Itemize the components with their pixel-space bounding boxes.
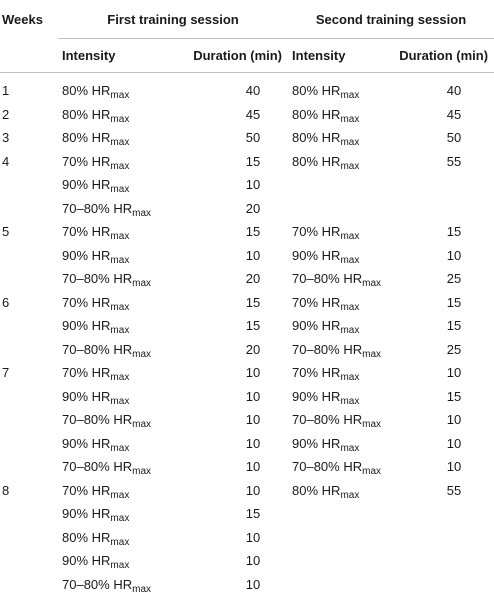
table-row [0, 314, 494, 338]
hr-max-subscript: max [110, 443, 129, 454]
week-cell [0, 150, 58, 174]
intensity-cell-2 [288, 526, 396, 550]
duration-cell-1 [168, 173, 288, 197]
hr-max-subscript: max [110, 90, 129, 101]
duration-cell-2-text: 55 [447, 483, 461, 498]
hr-max-subscript: max [340, 137, 359, 148]
duration-cell-2 [396, 432, 494, 456]
hr-max-subscript: max [110, 513, 129, 524]
table-row [0, 150, 494, 174]
duration-cell-2 [396, 197, 494, 221]
intensity-cell-2 [288, 126, 396, 150]
duration-cell-2 [396, 361, 494, 385]
intensity-cell-2 [288, 150, 396, 174]
hr-max-subscript: max [110, 255, 129, 266]
week-cell [0, 361, 58, 385]
duration-cell-1-text: 10 [246, 248, 260, 263]
week-cell-text: 1 [2, 83, 9, 98]
table-row [0, 173, 494, 197]
duration-cell-2-text: 15 [447, 389, 461, 404]
duration-cell-2 [396, 526, 494, 550]
hr-max-subscript: max [340, 161, 359, 172]
hr-max-subscript: max [110, 537, 129, 548]
week-cell [0, 103, 58, 127]
duration-cell-1 [168, 432, 288, 456]
duration-cell-1-text: 10 [246, 177, 260, 192]
intensity-cell-2-text: 80% HR [292, 107, 340, 122]
intensity-cell-1-text: 90% HR [62, 553, 110, 568]
duration-cell-2 [396, 314, 494, 338]
intensity-cell-1-text: 70% HR [62, 295, 110, 310]
intensity-cell-2 [288, 173, 396, 197]
hr-max-subscript: max [110, 560, 129, 571]
week-cell [0, 220, 58, 244]
intensity-cell-1 [58, 220, 168, 244]
duration-cell-1 [168, 197, 288, 221]
table-body [0, 73, 494, 596]
hr-max-subscript: max [110, 137, 129, 148]
duration-cell-1 [168, 150, 288, 174]
duration-cell-2 [396, 479, 494, 503]
table-row [0, 244, 494, 268]
duration-cell-2 [396, 103, 494, 127]
intensity-cell-2-text: 70% HR [292, 224, 340, 239]
duration-cell-1-text: 10 [246, 553, 260, 568]
intensity-cell-1 [58, 338, 168, 362]
intensity-cell-2 [288, 479, 396, 503]
intensity-cell-1-text: 80% HR [62, 83, 110, 98]
intensity-cell-1 [58, 479, 168, 503]
week-cell-text: 8 [2, 483, 9, 498]
intensity-cell-2-text: 90% HR [292, 318, 340, 333]
intensity-cell-2-text: 90% HR [292, 248, 340, 263]
intensity-cell-1-text: 90% HR [62, 318, 110, 333]
table-row [0, 549, 494, 573]
duration-cell-1-text: 10 [246, 459, 260, 474]
duration-cell-1 [168, 267, 288, 291]
intensity-cell-1 [58, 526, 168, 550]
duration-cell-1-text: 10 [246, 389, 260, 404]
duration-cell-1 [168, 314, 288, 338]
intensity-cell-2 [288, 197, 396, 221]
duration-cell-1-text: 10 [246, 365, 260, 380]
intensity-cell-2-text: 80% HR [292, 154, 340, 169]
table-row [0, 361, 494, 385]
duration-cell-1-text: 10 [246, 530, 260, 545]
table-row [0, 385, 494, 409]
duration-cell-2 [396, 150, 494, 174]
duration-cell-2 [396, 220, 494, 244]
duration-cell-1-text: 15 [246, 295, 260, 310]
week-cell-text: 5 [2, 224, 9, 239]
week-cell-text: 3 [2, 130, 9, 145]
intensity-cell-1 [58, 126, 168, 150]
hr-max-subscript: max [340, 396, 359, 407]
duration-cell-2-text: 10 [447, 365, 461, 380]
table-row [0, 408, 494, 432]
intensity-cell-2-text: 70–80% HR [292, 342, 362, 357]
hr-max-subscript: max [132, 584, 151, 595]
duration-cell-2 [396, 73, 494, 103]
week-cell [0, 244, 58, 268]
week-cell [0, 479, 58, 503]
intensity-cell-1 [58, 361, 168, 385]
intensity-cell-2 [288, 220, 396, 244]
intensity-cell-1-text: 70% HR [62, 365, 110, 380]
hr-max-subscript: max [340, 443, 359, 454]
duration-cell-2 [396, 408, 494, 432]
duration-cell-1 [168, 361, 288, 385]
intensity-cell-1-text: 70–80% HR [62, 342, 132, 357]
intensity-cell-1-text: 70% HR [62, 224, 110, 239]
weeks-spacer [0, 39, 58, 73]
duration-cell-1-text: 40 [246, 83, 260, 98]
week-cell [0, 267, 58, 291]
intensity-header-2: Intensity [288, 39, 396, 73]
duration-cell-2-text: 10 [447, 412, 461, 427]
duration-cell-2 [396, 549, 494, 573]
duration-cell-1 [168, 103, 288, 127]
table-row [0, 502, 494, 526]
intensity-cell-1 [58, 502, 168, 526]
intensity-cell-1-text: 70–80% HR [62, 412, 132, 427]
hr-max-subscript: max [340, 372, 359, 383]
hr-max-subscript: max [110, 372, 129, 383]
table-row [0, 73, 494, 103]
table-row [0, 479, 494, 503]
duration-cell-1 [168, 220, 288, 244]
duration-cell-1-text: 50 [246, 130, 260, 145]
intensity-cell-1 [58, 455, 168, 479]
duration-header-2: Duration (min) [396, 39, 494, 73]
duration-cell-2-text: 55 [447, 154, 461, 169]
intensity-cell-1-text: 90% HR [62, 177, 110, 192]
week-cell [0, 502, 58, 526]
duration-cell-2 [396, 173, 494, 197]
table-row [0, 573, 494, 596]
hr-max-subscript: max [362, 349, 381, 360]
week-cell [0, 549, 58, 573]
intensity-cell-1-text: 70–80% HR [62, 577, 132, 592]
week-cell-text: 6 [2, 295, 9, 310]
intensity-cell-2 [288, 573, 396, 596]
intensity-cell-1 [58, 150, 168, 174]
table-row [0, 126, 494, 150]
hr-max-subscript: max [110, 325, 129, 336]
week-cell [0, 197, 58, 221]
week-cell [0, 314, 58, 338]
duration-cell-1-text: 45 [246, 107, 260, 122]
intensity-cell-1 [58, 432, 168, 456]
duration-cell-1-text: 15 [246, 318, 260, 333]
duration-cell-2-text: 10 [447, 248, 461, 263]
duration-cell-2-text: 25 [447, 342, 461, 357]
hr-max-subscript: max [362, 419, 381, 430]
intensity-cell-2 [288, 455, 396, 479]
intensity-cell-1-text: 90% HR [62, 248, 110, 263]
duration-cell-1 [168, 73, 288, 103]
intensity-cell-2-text: 70% HR [292, 295, 340, 310]
intensity-header-1: Intensity [58, 39, 168, 73]
hr-max-subscript: max [110, 231, 129, 242]
duration-cell-1-text: 10 [246, 483, 260, 498]
hr-max-subscript: max [110, 490, 129, 501]
duration-cell-1-text: 10 [246, 577, 260, 592]
table-row [0, 220, 494, 244]
week-cell [0, 385, 58, 409]
intensity-cell-1 [58, 549, 168, 573]
hr-max-subscript: max [340, 490, 359, 501]
duration-cell-1 [168, 244, 288, 268]
header-group-row [0, 0, 494, 39]
hr-max-subscript: max [110, 161, 129, 172]
intensity-cell-2-text: 70–80% HR [292, 271, 362, 286]
hr-max-subscript: max [340, 90, 359, 101]
duration-cell-1 [168, 338, 288, 362]
intensity-cell-1 [58, 291, 168, 315]
duration-cell-2 [396, 573, 494, 596]
duration-cell-2 [396, 267, 494, 291]
intensity-cell-2 [288, 73, 396, 103]
week-cell [0, 173, 58, 197]
week-cell-text: 2 [2, 107, 9, 122]
duration-cell-1 [168, 408, 288, 432]
intensity-cell-2 [288, 408, 396, 432]
intensity-cell-1-text: 80% HR [62, 107, 110, 122]
intensity-cell-1-text: 70–80% HR [62, 201, 132, 216]
intensity-cell-1-text: 90% HR [62, 506, 110, 521]
duration-cell-1-text: 10 [246, 436, 260, 451]
intensity-cell-1 [58, 408, 168, 432]
duration-cell-1-text: 10 [246, 412, 260, 427]
duration-header-1: Duration (min) [168, 39, 288, 73]
hr-max-subscript: max [362, 278, 381, 289]
hr-max-subscript: max [132, 208, 151, 219]
hr-max-subscript: max [340, 255, 359, 266]
intensity-cell-2 [288, 291, 396, 315]
intensity-cell-2-text: 80% HR [292, 83, 340, 98]
hr-max-subscript: max [110, 396, 129, 407]
header-sub-row [0, 39, 494, 73]
intensity-cell-1-text: 80% HR [62, 130, 110, 145]
table-row [0, 526, 494, 550]
duration-cell-1-text: 15 [246, 224, 260, 239]
duration-cell-2-text: 25 [447, 271, 461, 286]
second-session-header: Second training session [288, 0, 494, 39]
hr-max-subscript: max [362, 466, 381, 477]
intensity-cell-1 [58, 267, 168, 291]
intensity-cell-2 [288, 244, 396, 268]
table-row [0, 197, 494, 221]
duration-cell-1 [168, 126, 288, 150]
duration-cell-1 [168, 502, 288, 526]
intensity-cell-1-text: 90% HR [62, 436, 110, 451]
duration-cell-2 [396, 502, 494, 526]
intensity-cell-2 [288, 267, 396, 291]
intensity-cell-1-text: 70–80% HR [62, 271, 132, 286]
intensity-cell-1 [58, 103, 168, 127]
hr-max-subscript: max [132, 466, 151, 477]
intensity-cell-1 [58, 173, 168, 197]
week-cell [0, 526, 58, 550]
duration-cell-2-text: 45 [447, 107, 461, 122]
weeks-header: Weeks [0, 0, 58, 39]
duration-cell-1 [168, 549, 288, 573]
week-cell [0, 73, 58, 103]
intensity-cell-2-text: 90% HR [292, 436, 340, 451]
intensity-cell-1 [58, 197, 168, 221]
hr-max-subscript: max [110, 302, 129, 313]
duration-cell-2-text: 15 [447, 295, 461, 310]
intensity-cell-1 [58, 314, 168, 338]
intensity-cell-2-text: 70–80% HR [292, 459, 362, 474]
hr-max-subscript: max [340, 114, 359, 125]
duration-cell-2-text: 50 [447, 130, 461, 145]
duration-cell-2 [396, 455, 494, 479]
table-row [0, 103, 494, 127]
table-row [0, 455, 494, 479]
intensity-cell-2-text: 70–80% HR [292, 412, 362, 427]
intensity-cell-1-text: 70% HR [62, 483, 110, 498]
duration-cell-1 [168, 455, 288, 479]
duration-cell-2-text: 15 [447, 224, 461, 239]
duration-cell-1-text: 20 [246, 201, 260, 216]
duration-cell-2 [396, 291, 494, 315]
week-cell [0, 126, 58, 150]
table-row [0, 432, 494, 456]
intensity-cell-2 [288, 361, 396, 385]
duration-cell-1 [168, 385, 288, 409]
week-cell-text: 7 [2, 365, 9, 380]
duration-cell-2-text: 10 [447, 436, 461, 451]
hr-max-subscript: max [132, 278, 151, 289]
first-session-header: First training session [58, 0, 288, 39]
duration-cell-1-text: 20 [246, 342, 260, 357]
duration-cell-1-text: 20 [246, 271, 260, 286]
intensity-cell-2 [288, 432, 396, 456]
hr-max-subscript: max [110, 114, 129, 125]
intensity-cell-2 [288, 385, 396, 409]
table-row [0, 338, 494, 362]
intensity-cell-2 [288, 502, 396, 526]
week-cell [0, 338, 58, 362]
intensity-cell-2-text: 80% HR [292, 130, 340, 145]
intensity-cell-2 [288, 103, 396, 127]
table-row [0, 291, 494, 315]
duration-cell-1-text: 15 [246, 506, 260, 521]
intensity-cell-1-text: 80% HR [62, 530, 110, 545]
intensity-cell-1 [58, 244, 168, 268]
duration-cell-2 [396, 385, 494, 409]
duration-cell-2 [396, 244, 494, 268]
duration-cell-1 [168, 479, 288, 503]
hr-max-subscript: max [110, 184, 129, 195]
hr-max-subscript: max [132, 349, 151, 360]
week-cell-text: 4 [2, 154, 9, 169]
duration-cell-1-text: 15 [246, 154, 260, 169]
intensity-cell-1 [58, 73, 168, 103]
hr-max-subscript: max [340, 325, 359, 336]
week-cell [0, 291, 58, 315]
intensity-cell-2-text: 90% HR [292, 389, 340, 404]
intensity-cell-1 [58, 385, 168, 409]
duration-cell-1 [168, 526, 288, 550]
week-cell [0, 408, 58, 432]
hr-max-subscript: max [132, 419, 151, 430]
intensity-cell-1-text: 70–80% HR [62, 459, 132, 474]
week-cell [0, 455, 58, 479]
intensity-cell-2 [288, 549, 396, 573]
intensity-cell-2 [288, 314, 396, 338]
table-row [0, 267, 494, 291]
intensity-cell-2-text: 70% HR [292, 365, 340, 380]
duration-cell-2-text: 10 [447, 459, 461, 474]
duration-cell-2-text: 40 [447, 83, 461, 98]
intensity-cell-2-text: 80% HR [292, 483, 340, 498]
duration-cell-1 [168, 291, 288, 315]
intensity-cell-2 [288, 338, 396, 362]
hr-max-subscript: max [340, 302, 359, 313]
duration-cell-1 [168, 573, 288, 596]
duration-cell-2-text: 15 [447, 318, 461, 333]
week-cell [0, 573, 58, 596]
intensity-cell-1-text: 90% HR [62, 389, 110, 404]
intensity-cell-1 [58, 573, 168, 596]
intensity-cell-1-text: 70% HR [62, 154, 110, 169]
duration-cell-2 [396, 126, 494, 150]
week-cell [0, 432, 58, 456]
hr-max-subscript: max [340, 231, 359, 242]
duration-cell-2 [396, 338, 494, 362]
